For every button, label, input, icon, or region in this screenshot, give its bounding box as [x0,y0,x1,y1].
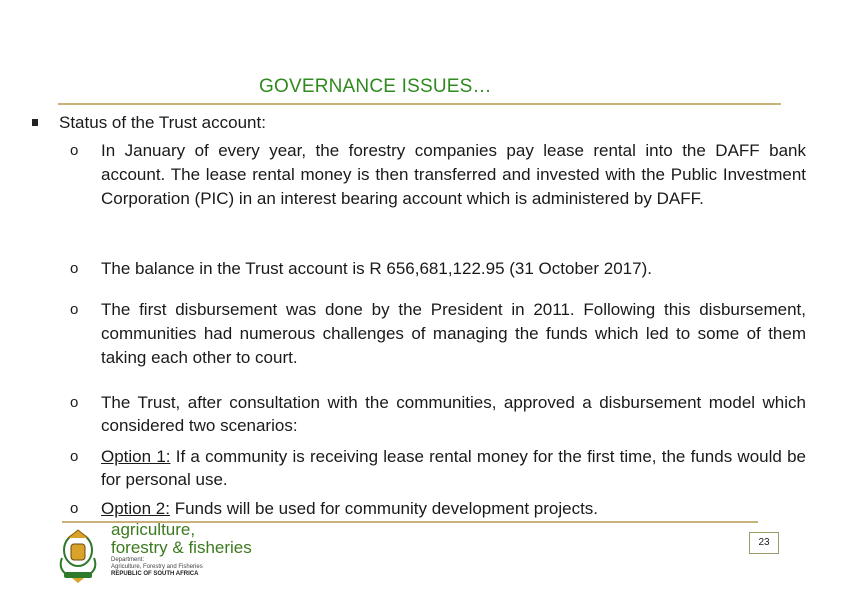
list-item-text: In January of every year, the forestry companies pay lease rental into the DAFF bank account. The lease rental money is then transferred and invested with the Public Investment Corporation (PIC) in an interest bearing account which is administered by DAFF. [101,141,806,208]
list-item [70,139,806,211]
department-logo-text [111,521,252,557]
dept-line-2: Agriculture, Forestry and Fisheries [111,564,203,570]
title-divider [58,103,781,105]
list-item-text: Funds will be used for community development projects. [170,499,599,518]
circle-bullet-icon: o [70,142,79,159]
list-item-text: The first disbursement was done by the President in 2011. Following this disbursement, communities had numerous challenges of managing the funds which led to some of them taking each other to court. [101,300,806,367]
option-label: Option 1: [101,447,171,466]
list-item [70,497,806,520]
list-item-text: The balance in the Trust account is R 656,681,122.95 (31 October 2017). [101,259,652,278]
department-caption [111,557,203,578]
circle-bullet-icon: o [70,301,79,318]
option-label: Option 2: [101,499,170,518]
list-item [70,445,806,491]
list-item [70,298,806,370]
dept-line-3: REPUBLIC OF SOUTH AFRICA [111,571,199,577]
circle-bullet-icon: o [70,260,79,277]
circle-bullet-icon: o [70,448,79,465]
circle-bullet-icon: o [70,394,79,411]
circle-bullet-icon: o [70,500,79,517]
list-item [70,257,806,281]
square-bullet-icon [32,119,38,126]
coat-of-arms-icon [54,528,102,584]
slide-title: GOVERNANCE ISSUES… [259,76,492,97]
dept-line-1: Department: [111,557,145,563]
main-bullet-text: Status of the Trust account: [59,113,266,132]
list-item-text: If a community is receiving lease rental money for the first time, the funds would be for personal use. [101,447,806,489]
page-number: 23 [749,532,779,554]
logo-line-2: forestry & fisheries [111,538,252,557]
list-item [70,391,806,437]
logo-line-1: agriculture, [111,520,196,539]
list-item-text: The Trust, after consultation with the communities, approved a disbursement model which considered two scenarios: [101,393,806,435]
